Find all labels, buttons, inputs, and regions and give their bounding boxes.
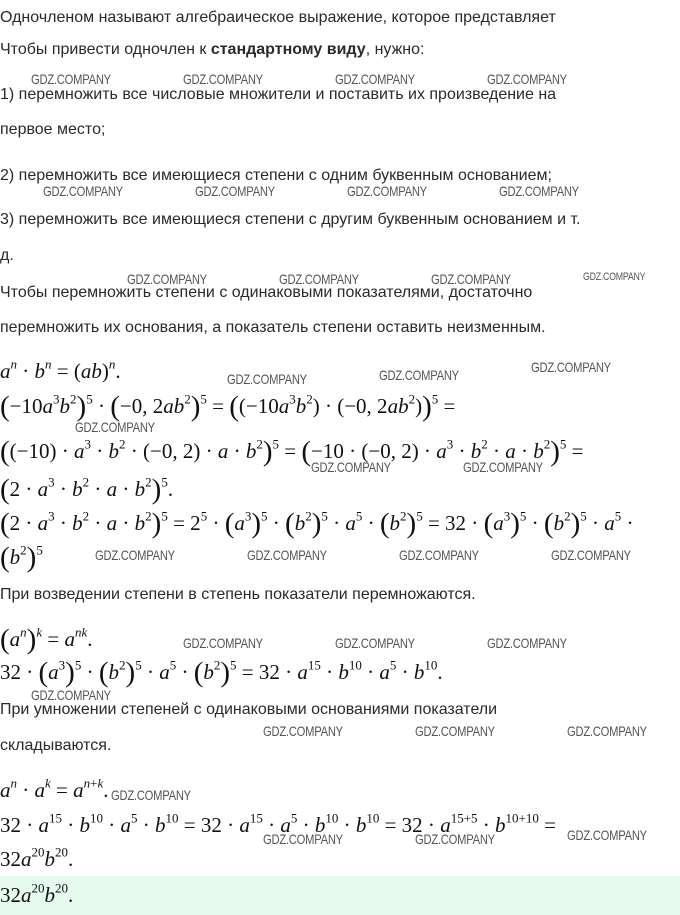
rule-same-bases: При умножении степеней с одинаковыми основаниями показатели [0, 701, 498, 718]
watermark: GDZ.COMPANY [279, 271, 359, 287]
formula-step-6: $32 \cdot a^{15} \cdot b^{10} \cdot a^5 \cdot b^{10} = 32 \cdot a^{15} \cdot a^5 \cdot b^{10} \cdot b^{10} = 32 \cdot a^{15+5} \cdot b^{10+10}$ = [0, 810, 556, 837]
watermark: GDZ.COMPANY [583, 271, 646, 283]
formula-step-7: $32a^{20}b^{20}$. [0, 844, 74, 871]
watermark: GDZ.COMPANY [31, 71, 111, 87]
watermark: GDZ.COMPANY [195, 183, 275, 199]
formula-step-4: $(2 \cdot a^3 \cdot b^2 \cdot a \cdot b^2)^5 = 2^5 \cdot (a^3)^5 \cdot (b^2)^5 \cdot a^5 \cdot (b^2)^5 = 32 \cdot (a^3)^5 \cdot (b^2)^5 \cdot a^5$ · [0, 507, 634, 540]
watermark: GDZ.COMPANY [431, 271, 511, 287]
watermark: GDZ.COMPANY [263, 831, 343, 847]
watermark: GDZ.COMPANY [75, 419, 155, 435]
formula-step-5: $32 \cdot (a^3)^5 \cdot (b^2)^5 \cdot a^5 \cdot (b^2)^5 = 32 \cdot a^{15} \cdot b^{10} \cdot a^5 \cdot b^{10}$. [0, 656, 443, 689]
watermark: GDZ.COMPANY [227, 371, 307, 387]
watermark: GDZ.COMPANY [463, 459, 543, 475]
watermark: GDZ.COMPANY [127, 271, 207, 287]
rule-power-of-power: При возведении степени в степень показатели перемножаются. [0, 586, 476, 603]
rule-same-exponents-cont: перемножить их основания, а показатель степени оставить неизменным. [0, 319, 546, 336]
watermark: GDZ.COMPANY [567, 723, 647, 739]
watermark: GDZ.COMPANY [247, 547, 327, 563]
step-1-cont: первое место; [0, 121, 106, 138]
watermark: GDZ.COMPANY [415, 723, 495, 739]
step-3: 3) перемножить все имеющиеся степени с другим буквенным основанием и т. [0, 211, 581, 228]
step-1: 1) перемножить все числовые множители и поставить их произведение на [0, 86, 557, 103]
final-answer: $32a^{20}b^{20}$. [0, 880, 74, 907]
watermark: GDZ.COMPANY [31, 687, 111, 703]
watermark: GDZ.COMPANY [399, 547, 479, 563]
formula-product-rule: $a^n \cdot b^n = (ab)^n$. [0, 356, 121, 383]
watermark: GDZ.COMPANY [551, 547, 631, 563]
watermark: GDZ.COMPANY [347, 183, 427, 199]
step-3-cont: д. [0, 247, 14, 264]
step-2: 2) перемножить все имеющиеся степени с одним буквенным основанием; [0, 167, 552, 184]
rule-same-bases-cont: складываются. [0, 737, 112, 754]
watermark: GDZ.COMPANY [95, 547, 175, 563]
watermark: GDZ.COMPANY [567, 827, 647, 843]
formula-step-3: $(2 \cdot a^3 \cdot b^2 \cdot a \cdot b^2)^5$. [0, 473, 174, 506]
standard-form-term: стандартному виду [210, 41, 366, 58]
watermark: GDZ.COMPANY [43, 183, 123, 199]
watermark: GDZ.COMPANY [263, 723, 343, 739]
formula-power-rule: $(a^n)^k = a^{nk}$. [0, 623, 93, 656]
watermark: GDZ.COMPANY [487, 635, 567, 651]
watermark: GDZ.COMPANY [183, 71, 263, 87]
watermark: GDZ.COMPANY [415, 831, 495, 847]
rule-same-exponents: Чтобы перемножить степени с одинаковыми показателями, достаточно [0, 284, 533, 301]
watermark: GDZ.COMPANY [111, 787, 191, 803]
watermark: GDZ.COMPANY [311, 459, 391, 475]
formula-step-1: $(-10a^3b^2)^5 \cdot (-0$, $2ab^2)^5 = ((-10a^3b^2) \cdot (-0$, $2ab^2))^5$ = [0, 390, 456, 423]
intro-definition: Одночленом называют алгебраическое выражение, которое представляет [0, 9, 556, 26]
formula-step-4-cont: $(b^2)^5$ [0, 541, 43, 574]
watermark: GDZ.COMPANY [499, 183, 579, 199]
watermark: GDZ.COMPANY [379, 367, 459, 383]
watermark: GDZ.COMPANY [183, 635, 263, 651]
standard-form-intro: Чтобы привести одночлен к стандартному виду, нужно: [0, 41, 425, 58]
formula-step-2: ($(-10) \cdot a^3 \cdot b^2 \cdot (-0$, $2) \cdot a \cdot b^2)^5 = (-10 \cdot (-0$, $2) \cdot a^3 \cdot b^2 \cdot a \cdot b^2)^5$ = [0, 435, 584, 468]
answer-box [0, 876, 680, 915]
watermark: GDZ.COMPANY [531, 359, 611, 375]
formula-sum-rule: $a^n \cdot a^k = a^{n+k}$. [0, 775, 109, 802]
watermark: GDZ.COMPANY [335, 635, 415, 651]
watermark: GDZ.COMPANY [335, 71, 415, 87]
watermark: GDZ.COMPANY [487, 71, 567, 87]
